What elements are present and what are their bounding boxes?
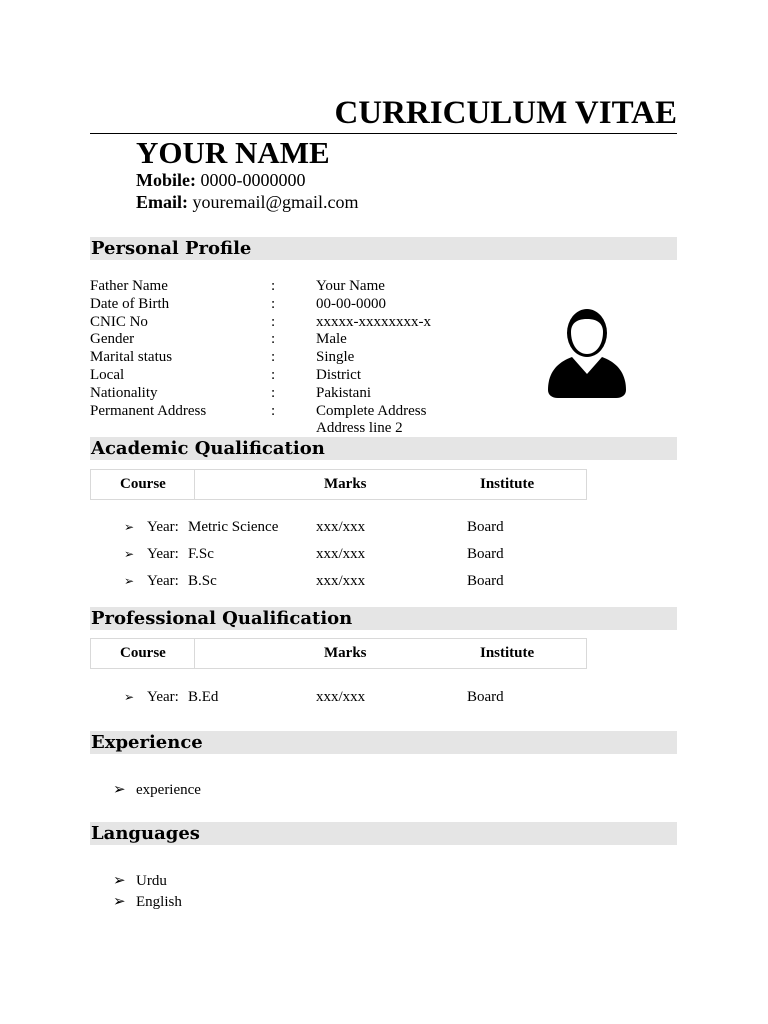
profile-value: Pakistani (316, 384, 371, 401)
arrow-bullet-icon: ➢ (124, 547, 135, 561)
language-text: Urdu (136, 873, 167, 889)
profile-label: Marital status (90, 349, 173, 366)
your-name: YOUR NAME (136, 135, 330, 170)
profile-colon: : (271, 331, 276, 348)
arrow-bullet-icon: ➢ (113, 782, 126, 798)
profile-value: Single (316, 349, 355, 366)
profile-colon: : (271, 384, 276, 401)
profile-label: Gender (90, 331, 135, 348)
experience-text: experience (136, 782, 201, 798)
row-course: F.Sc (188, 546, 214, 562)
row-course: B.Ed (188, 689, 219, 705)
row-marks: xxx/xxx (316, 689, 366, 705)
profile-value: xxxxx-xxxxxxxx-x (316, 313, 431, 330)
col-institute: Institute (480, 476, 535, 492)
row-year: Year: (147, 573, 179, 589)
profile-colon: : (271, 295, 276, 312)
row-course: Metric Science (188, 519, 279, 535)
section-personal-profile: Personal Profile (90, 237, 677, 260)
arrow-bullet-icon: ➢ (113, 894, 126, 910)
email-label: Email: (136, 192, 188, 212)
row-marks: xxx/xxx (316, 546, 366, 562)
profile-colon: : (271, 278, 276, 294)
section-professional-qualification: Professional Qualification (90, 607, 677, 630)
col-marks: Marks (324, 476, 367, 492)
professional-table-header (90, 638, 587, 669)
profile-label: Nationality (90, 384, 158, 401)
user-avatar-icon (544, 300, 630, 400)
profile-value: Your Name (316, 278, 385, 294)
row-year: Year: (147, 546, 179, 562)
profile-label: CNIC No (90, 313, 148, 330)
profile-label: Father Name (90, 278, 168, 294)
profile-colon: : (271, 349, 276, 366)
title-rule (90, 133, 677, 134)
row-institute: Board (467, 689, 504, 705)
table-divider (194, 639, 195, 668)
arrow-bullet-icon: ➢ (124, 690, 135, 704)
profile-colon: : (271, 366, 276, 383)
row-institute: Board (467, 519, 504, 535)
arrow-bullet-icon: ➢ (124, 520, 135, 534)
col-course: Course (120, 476, 166, 492)
email-line (136, 191, 359, 213)
row-marks: xxx/xxx (316, 519, 366, 535)
profile-value: Male (316, 331, 347, 348)
profile-value: District (316, 366, 361, 383)
row-year: Year: (147, 689, 179, 705)
col-course: Course (120, 645, 166, 661)
row-marks: xxx/xxx (316, 573, 366, 589)
mobile-line (136, 169, 306, 191)
profile-value: Address line 2 (316, 420, 403, 437)
mobile-label: Mobile: (136, 170, 196, 190)
section-academic-qualification: Academic Qualification (90, 437, 677, 460)
col-institute: Institute (480, 645, 535, 661)
profile-value: Complete Address (316, 402, 427, 419)
row-course: B.Sc (188, 573, 217, 589)
section-experience: Experience (90, 731, 677, 754)
row-institute: Board (467, 546, 504, 562)
arrow-bullet-icon: ➢ (113, 873, 126, 889)
profile-value: 00-00-0000 (316, 295, 386, 312)
language-text: English (136, 894, 182, 910)
row-institute: Board (467, 573, 504, 589)
mobile-value: 0000-0000000 (200, 170, 306, 190)
profile-colon: : (271, 313, 276, 330)
profile-colon: : (271, 402, 276, 419)
profile-label: Date of Birth (90, 295, 170, 312)
arrow-bullet-icon: ➢ (124, 574, 135, 588)
academic-table-header (90, 469, 587, 500)
profile-label: Local (90, 366, 125, 383)
section-languages: Languages (90, 822, 677, 845)
email-value: youremail@gmail.com (192, 192, 359, 212)
row-year: Year: (147, 519, 179, 535)
cv-title: CURRICULUM VITAE (334, 95, 677, 131)
table-divider (194, 470, 195, 499)
col-marks: Marks (324, 645, 367, 661)
profile-label: Permanent Address (90, 402, 207, 419)
